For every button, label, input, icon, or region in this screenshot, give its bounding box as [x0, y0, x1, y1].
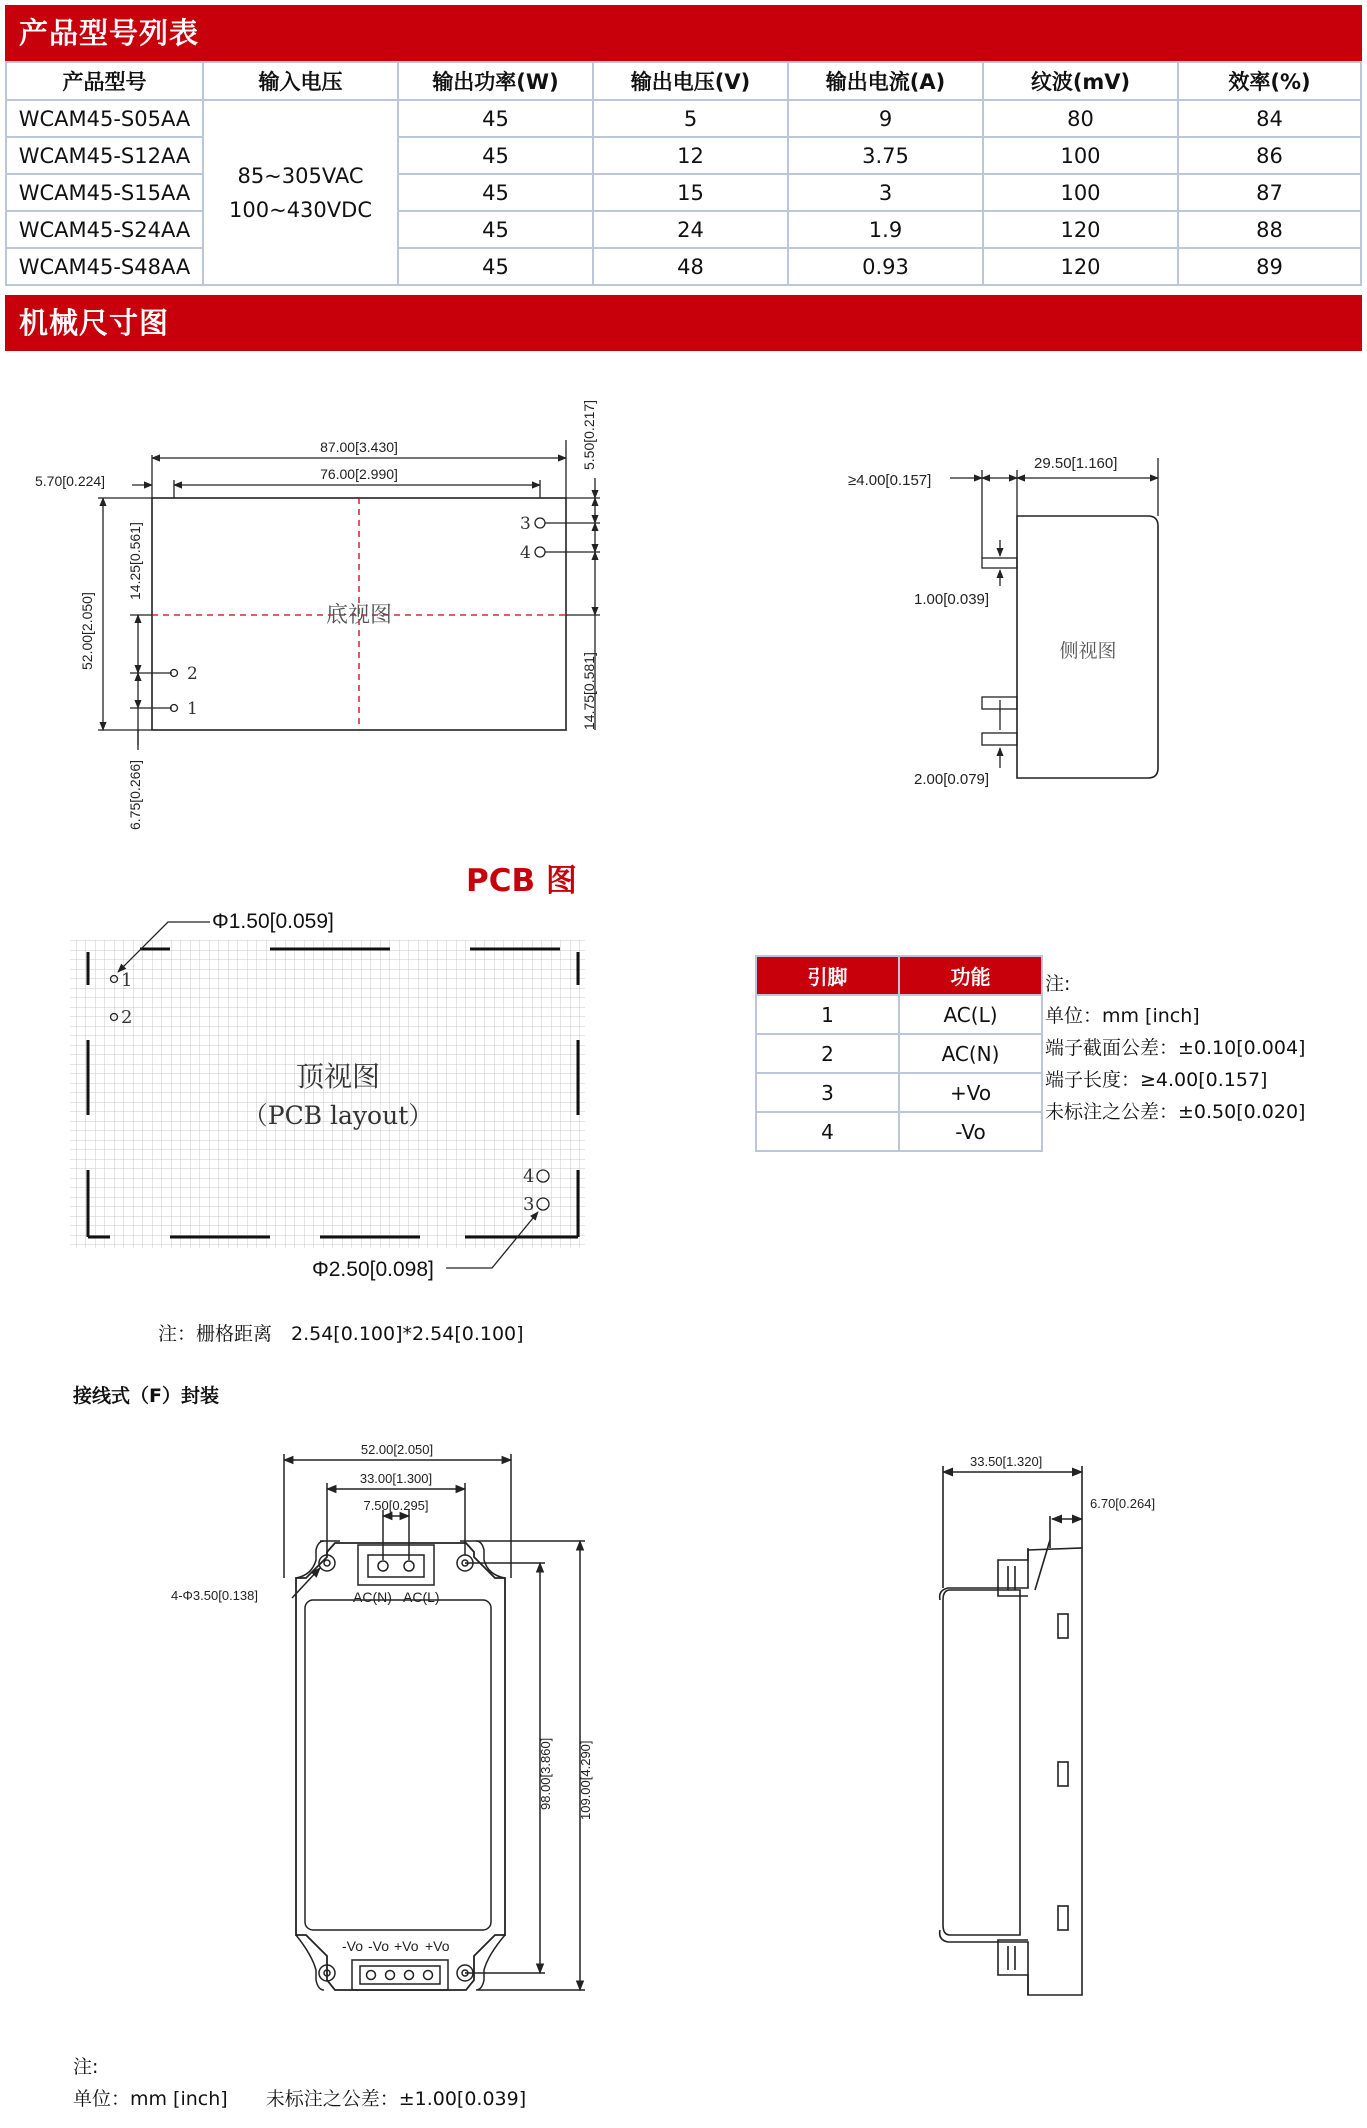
f-label-vo-plus-1: +Vo: [394, 1938, 419, 1954]
cell: 24: [593, 211, 788, 248]
f-dim-terminal: 7.50[0.295]: [363, 1498, 429, 1513]
input-voltage-ac: 85~305VAC: [237, 163, 364, 188]
bottom-view-label: 底视图: [325, 603, 393, 628]
model-cell: WCAM45-S24AA: [6, 211, 203, 248]
f-side-body: [943, 1590, 1020, 1935]
cell: 1.9: [788, 211, 983, 248]
cell: 87: [1178, 174, 1361, 211]
dim-upper-left: 14.25[0.561]: [127, 522, 143, 600]
grid-note: 注：栅格距离 2.54[0.100]*2.54[0.100]: [158, 1323, 524, 1345]
cell: 80: [983, 100, 1178, 137]
notes-block-bottom: [73, 2051, 526, 2115]
pin-4-hole: [535, 547, 545, 557]
f-dim-width: 52.00[2.050]: [360, 1442, 434, 1457]
pcb-pin-label-1: 1: [121, 970, 133, 991]
section-header-product-list: 产品型号列表: [5, 5, 1362, 61]
cell: 84: [1178, 100, 1361, 137]
table-row: [756, 1073, 1042, 1112]
pcb-pin-label-2: 2: [121, 1007, 133, 1028]
input-voltage-dc: 100~430VDC: [229, 197, 372, 222]
side-dim-pin-2: 2.00[0.079]: [914, 771, 990, 788]
bottom-view-drawing: [98, 440, 600, 750]
table-row: [756, 1112, 1042, 1151]
cell: 1: [756, 995, 899, 1034]
cell: -Vo: [899, 1112, 1042, 1151]
note-line: 单位：mm [inch]: [1045, 1005, 1200, 1027]
pin-3-hole: [535, 518, 545, 528]
cell: 88: [1178, 211, 1361, 248]
model-cell: WCAM45-S12AA: [6, 137, 203, 174]
cell: 48: [593, 248, 788, 285]
pcb-label-top-view: 顶视图: [295, 1060, 381, 1093]
column-header: 输入电压: [203, 62, 398, 100]
pcb-hole-large-dim: Φ2.50[0.098]: [312, 1258, 434, 1281]
side-view-label: 侧视图: [1059, 640, 1117, 662]
cell: 15: [593, 174, 788, 211]
f-side-flange: 6.70[0.264]: [1090, 1496, 1156, 1511]
cell: 4: [756, 1112, 899, 1151]
cell: 45: [398, 211, 593, 248]
section-header-mechanical: 机械尺寸图: [5, 295, 1362, 351]
column-header: 输出功率(W): [398, 62, 593, 100]
pcb-pin-label-4: 4: [523, 1166, 535, 1187]
pcb-pin-label-3: 3: [523, 1194, 535, 1215]
cell: 86: [1178, 137, 1361, 174]
side-dim-width: 29.50[1.160]: [1034, 455, 1118, 472]
pcb-grid: [70, 940, 585, 1248]
table-row: [756, 1034, 1042, 1073]
f-label-acl: AC(L): [403, 1589, 440, 1605]
pcb-title: PCB 图: [466, 863, 577, 899]
cell: 45: [398, 100, 593, 137]
cell: 89: [1178, 248, 1361, 285]
table-row: [756, 995, 1042, 1034]
pin-label-3: 3: [520, 514, 531, 534]
dim-height: 52.00[2.050]: [79, 592, 95, 670]
f-side-width: 33.50[1.320]: [970, 1454, 1043, 1469]
dim-pitch: 76.00[2.990]: [320, 466, 398, 482]
f-package-title: 接线式（F）封装: [73, 1385, 219, 1407]
cell: 120: [983, 248, 1178, 285]
cell: 3: [788, 174, 983, 211]
note-line: 注:: [1045, 973, 1071, 995]
dim-top-right: 5.50[0.217]: [581, 399, 597, 470]
model-cell: WCAM45-S48AA: [6, 248, 203, 285]
note-line: 单位：mm [inch] 未标注之公差：±1.00[0.039]: [73, 2088, 527, 2110]
cell: 0.93: [788, 248, 983, 285]
column-header: 引脚: [756, 956, 899, 995]
f-label-vo-plus-2: +Vo: [425, 1938, 450, 1954]
column-header: 输出电压(V): [593, 62, 788, 100]
cell: 45: [398, 174, 593, 211]
dim-total-width: 87.00[3.430]: [320, 439, 398, 455]
f-label-vo-minus-1: -Vo: [342, 1938, 364, 1954]
f-dim-total-height: 109.00[4.290]: [578, 1740, 593, 1820]
pin-function-table: [755, 955, 1043, 1152]
side-view-drawing: [950, 458, 1158, 778]
f-dim-hole: 4-Φ3.50[0.138]: [171, 1588, 258, 1603]
side-pin-upper: [982, 558, 1017, 568]
cell: 5: [593, 100, 788, 137]
cell: 100: [983, 137, 1178, 174]
cell: AC(N): [899, 1034, 1042, 1073]
side-dim-pin-length: ≥4.00[0.157]: [848, 472, 932, 489]
side-pin-lower-2: [982, 733, 1017, 745]
pcb-label-layout: （PCB layout）: [242, 1101, 434, 1130]
column-header: 功能: [899, 956, 1042, 995]
cell: 3.75: [788, 137, 983, 174]
f-input-terminal-block: [358, 1545, 434, 1585]
pcb-hole-small-dim: Φ1.50[0.059]: [212, 910, 334, 933]
f-dim-mount: 33.00[1.300]: [359, 1471, 433, 1486]
column-header: 纹波(mV): [983, 62, 1178, 100]
dim-lower-right: 14.75[0.581]: [581, 652, 597, 730]
notes-block: [1045, 968, 1305, 1128]
f-package-front: [284, 1454, 585, 1990]
cell: 9: [788, 100, 983, 137]
cell: 3: [756, 1073, 899, 1112]
cell: 120: [983, 211, 1178, 248]
f-label-acn: AC(N): [353, 1589, 392, 1605]
dim-left-offset: 5.70[0.224]: [35, 473, 106, 489]
f-package-side: [940, 1466, 1082, 1995]
column-header: 输出电流(A): [788, 62, 983, 100]
f-package-outline-inner: [296, 1543, 505, 1990]
dim-bottom-left: 6.75[0.266]: [127, 759, 143, 830]
model-cell: WCAM45-S15AA: [6, 174, 203, 211]
side-dim-pin-1: 1.00[0.039]: [914, 591, 990, 608]
pin-table-header-row: [756, 956, 1042, 995]
cell: 12: [593, 137, 788, 174]
note-line: 未标注之公差：±0.50[0.020]: [1045, 1101, 1306, 1123]
f-package-inner-panel: [305, 1600, 491, 1930]
note-line: 端子截面公差：±0.10[0.004]: [1045, 1037, 1306, 1059]
f-label-vo-minus-2: -Vo: [368, 1938, 390, 1954]
cell: 100: [983, 174, 1178, 211]
pin-label-4: 4: [520, 543, 531, 563]
cell: 45: [398, 137, 593, 174]
cell: 2: [756, 1034, 899, 1073]
model-cell: WCAM45-S05AA: [6, 100, 203, 137]
column-header: 产品型号: [6, 62, 203, 100]
cell: +Vo: [899, 1073, 1042, 1112]
note-line: 端子长度：≥4.00[0.157]: [1045, 1069, 1268, 1091]
pin-label-2: 2: [187, 664, 198, 684]
cell: AC(L): [899, 995, 1042, 1034]
note-line: 注:: [73, 2056, 99, 2078]
column-header: 效率(%): [1178, 62, 1361, 100]
cell: 45: [398, 248, 593, 285]
f-dim-inner-height: 98.00[3.860]: [538, 1737, 553, 1810]
pin-label-1: 1: [187, 699, 198, 719]
